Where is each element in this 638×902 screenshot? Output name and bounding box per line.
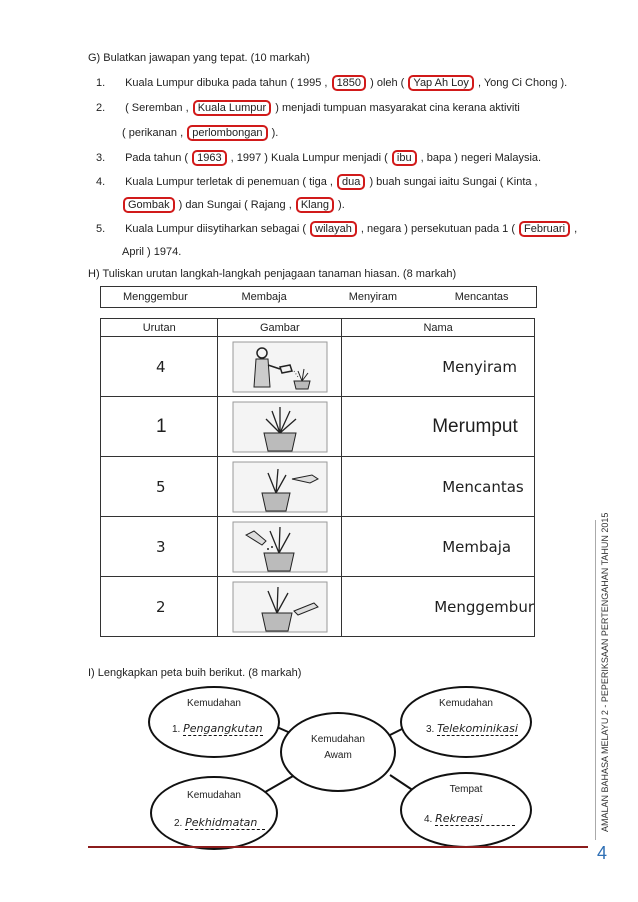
question-text: ) dan Sungai ( Rajang , bbox=[178, 199, 292, 211]
bubble-recreation bbox=[400, 772, 532, 848]
bubble-answer: Pekhidmatan bbox=[185, 816, 258, 829]
side-title: AMALAN BAHASA MELAYU 2 - PEPERIKSAAN PERTENGAHAN TAHUN 2015 bbox=[600, 512, 610, 832]
question-text: ) menjadi tumpuan masyarakat cina kerana aktiviti bbox=[275, 102, 520, 114]
question-text: Kuala Lumpur dibuka pada tahun ( 1995 , bbox=[125, 77, 328, 89]
center-line-1: Kemudahan bbox=[311, 734, 365, 745]
step-name: Merumput bbox=[432, 415, 518, 437]
bubble-title: Kemudahan bbox=[187, 698, 241, 709]
page-number: 4 bbox=[597, 843, 608, 863]
bubble-title: Tempat bbox=[449, 784, 483, 795]
question-text: Kuala Lumpur diisytiharkan sebagai ( bbox=[125, 223, 307, 235]
footer-line bbox=[88, 846, 588, 848]
bubble-answer: Rekreasi bbox=[435, 812, 483, 825]
step-name: Mencantas bbox=[442, 477, 524, 496]
bubble-answer: Telekominikasi bbox=[437, 722, 518, 735]
circled-answer: dua bbox=[337, 174, 365, 190]
center-line-2: Awam bbox=[324, 750, 352, 761]
column-header: Gambar bbox=[218, 319, 342, 337]
bubble-number: 3. bbox=[426, 724, 435, 735]
bubble-services bbox=[150, 776, 278, 850]
side-divider bbox=[595, 520, 596, 840]
circled-answer: Yap Ah Loy bbox=[408, 75, 473, 91]
column-header: Nama bbox=[342, 319, 535, 337]
question-number: 5. bbox=[96, 223, 106, 235]
bubble-telecom bbox=[400, 686, 532, 758]
bubble-title: Kemudahan bbox=[439, 698, 493, 709]
circled-answer: 1850 bbox=[332, 75, 366, 91]
circled-answer: ibu bbox=[392, 150, 417, 166]
question-text: ( Seremban , bbox=[125, 102, 189, 114]
step-name: Membaja bbox=[442, 537, 512, 556]
question-text: April ) 1974. bbox=[122, 246, 182, 258]
section-g-heading: G) Bulatkan jawapan yang tepat. (10 markah) bbox=[88, 52, 310, 64]
question-number: 3. bbox=[96, 152, 106, 164]
order-value: 4 bbox=[156, 357, 166, 376]
circled-answer: Gombak bbox=[123, 197, 175, 213]
question-text: Kuala Lumpur terletak di penemuan ( tiga , bbox=[125, 176, 333, 188]
bubble-title: Kemudahan bbox=[187, 790, 241, 801]
question-text: , negara ) persekutuan pada 1 ( bbox=[360, 223, 515, 235]
bubble-number: 1. bbox=[172, 724, 181, 735]
order-value: 3 bbox=[156, 537, 166, 556]
question-text: ) buah sungai iaitu Sungai ( Kinta , bbox=[369, 176, 538, 188]
question-text: ) oleh ( bbox=[370, 77, 405, 89]
word-bank-item: Mencantas bbox=[454, 291, 509, 303]
bubble-center bbox=[280, 712, 396, 792]
bubble-transport bbox=[148, 686, 280, 758]
word-bank-item: Membaja bbox=[241, 291, 287, 303]
question-text: ). bbox=[338, 199, 345, 211]
circled-answer: wilayah bbox=[310, 221, 357, 237]
column-header: Urutan bbox=[101, 319, 218, 337]
circled-answer: Kuala Lumpur bbox=[193, 100, 272, 116]
section-h-heading: H) Tuliskan urutan langkah-langkah penjagaan tanaman hiasan. (8 markah) bbox=[88, 268, 457, 280]
order-value: 5 bbox=[156, 477, 166, 496]
question-text: , bbox=[574, 223, 578, 235]
question-number: 4. bbox=[96, 176, 106, 188]
section-i-heading: I) Lengkapkan peta buih berikut. (8 markah) bbox=[88, 667, 302, 679]
question-text: , 1997 ) Kuala Lumpur menjadi ( bbox=[230, 152, 388, 164]
question-text: , bapa ) negeri Malaysia. bbox=[420, 152, 542, 164]
word-bank-item: Menggembur bbox=[122, 291, 188, 303]
circled-answer: Februari bbox=[519, 221, 570, 237]
bubble-answer-line bbox=[174, 816, 265, 830]
question-text: ). bbox=[271, 127, 279, 139]
bubble-answer-line bbox=[172, 722, 263, 736]
question-text: Pada tahun ( bbox=[125, 152, 189, 164]
circled-answer: 1963 bbox=[192, 150, 226, 166]
step-name: Menggembur bbox=[434, 597, 534, 616]
circled-answer: perlombongan bbox=[187, 125, 267, 141]
bubble-answer-line bbox=[424, 812, 515, 826]
step-name: Menyiram bbox=[442, 357, 517, 376]
order-value: 1 bbox=[156, 415, 167, 437]
word-bank-item: Menyiram bbox=[348, 291, 398, 303]
bubble-number: 2. bbox=[174, 818, 183, 829]
question-text: , Yong Ci Chong ). bbox=[477, 77, 568, 89]
bubble-number: 4. bbox=[424, 814, 433, 825]
question-number: 2. bbox=[96, 102, 106, 114]
bubble-answer: Pengangkutan bbox=[183, 722, 263, 735]
order-value: 2 bbox=[156, 597, 166, 616]
circled-answer: Klang bbox=[296, 197, 334, 213]
question-text: ( perikanan , bbox=[122, 127, 184, 139]
bubble-answer-line bbox=[426, 722, 518, 736]
question-number: 1. bbox=[96, 77, 106, 89]
